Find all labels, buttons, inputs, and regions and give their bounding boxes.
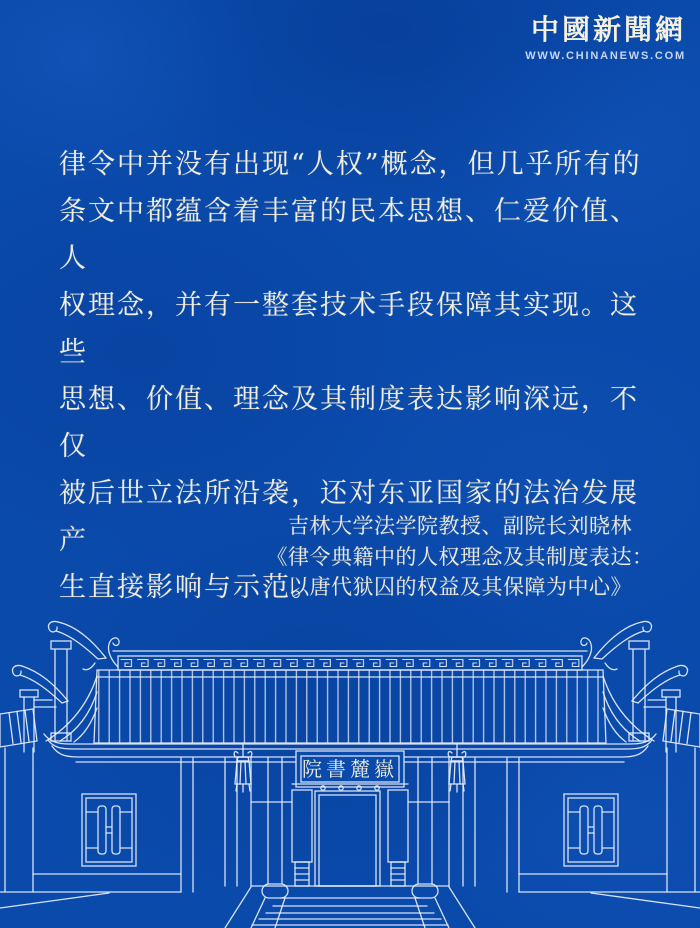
quote-line: 条文中都蕴含着丰富的民本思想、仁爱价值、人 (59, 196, 639, 274)
quote-line: 生直接影响与示范。 (59, 572, 320, 603)
quote-line: 思想、价值、理念及其制度表达影响深远，不仅 (59, 384, 639, 462)
chinanews-logo-title: 中國新聞網 (530, 13, 686, 46)
attribution-author: 吉林大学法学院教授、副院长刘晓林 (288, 514, 632, 538)
plaque-text: 院書麓嶽 (302, 757, 398, 781)
attribution-source-line2: 以唐代狱囚的权益及其保障为中心》 (288, 575, 632, 599)
chinanews-logo-url: WWW.CHINANEWS.COM (525, 50, 686, 62)
quote-line: 被后世立法所沿袭，还对东亚国家的法治发展产 (59, 478, 639, 556)
quote-line: 权理念，并有一整套技术手段保障其实现。这些 (59, 290, 639, 368)
attribution-source-line1: 《律令典籍中的人权理念及其制度表达： (266, 544, 654, 569)
yuelu-academy-illustration (0, 608, 700, 928)
quote-line: 律令中并没有出现“人权”概念，但几乎所有的 (59, 149, 642, 180)
attribution (250, 511, 670, 603)
chinanews-logo (525, 13, 686, 62)
